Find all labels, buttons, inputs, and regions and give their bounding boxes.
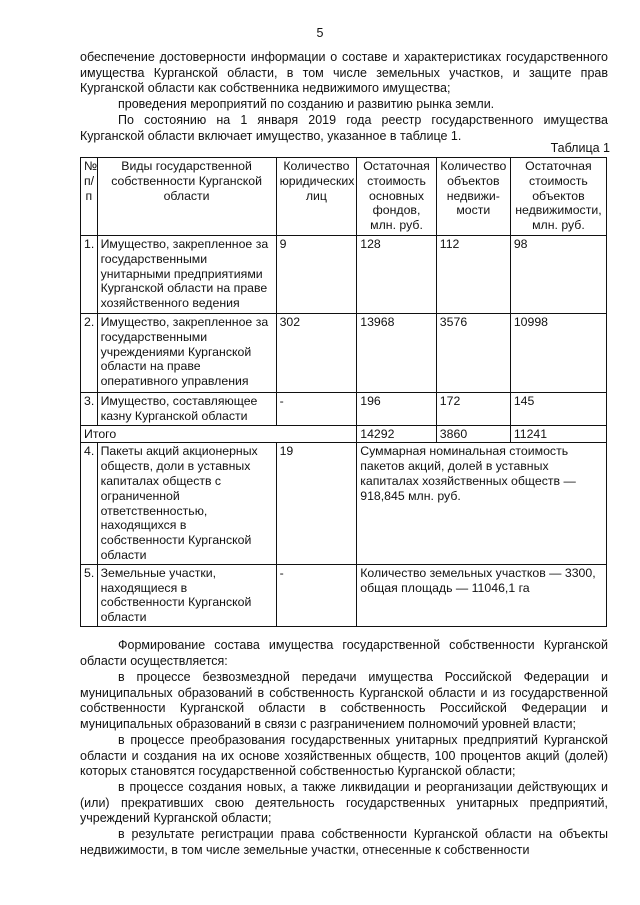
row-num: 2. xyxy=(81,313,98,392)
outro-paragraph-2: в процессе безвозмездной передачи имущества Российской Федерации и муниципальных образований в собственность Курганской области и из государственной собственности Курганской области в собственность Российской Федерации и муниципальных образований в связи с разграничением полномочий уровней власти; xyxy=(80,670,608,731)
row-residual-value: 13968 xyxy=(357,313,437,392)
row-objects: 112 xyxy=(436,235,510,313)
row-kind: Имущество, закрепленное за государственными учреждениями Курганской области на праве оперативного управления xyxy=(97,313,276,392)
row-kind: Имущество, составляющее казну Курганской области xyxy=(97,392,276,425)
header-objects: Количество объектов недвижи-мости xyxy=(436,158,510,236)
row-entities: 19 xyxy=(276,443,357,564)
outro-paragraph-1: Формирование состава имущества государственной собственности Курганской области осуществляется: xyxy=(80,638,608,668)
row-entities: 9 xyxy=(276,235,357,313)
header-kind: Виды государственной собственности Курганской области xyxy=(97,158,276,236)
header-num: № п/п xyxy=(81,158,98,236)
row-entities: - xyxy=(276,392,357,425)
row-num: 1. xyxy=(81,235,98,313)
outro-paragraph-4: в процессе создания новых, а также ликвидации и реорганизации действующих и (или) прекративших свою деятельность государственных унитарных предприятий, учреждений Курганской области; xyxy=(80,780,608,826)
row-num: 4. xyxy=(81,443,98,564)
table-header-row xyxy=(81,158,607,236)
total-residual-realty: 11241 xyxy=(510,425,606,443)
property-table xyxy=(80,157,607,627)
intro-paragraph-1: обеспечение достоверности информации о составе и характеристиках государственного имущества Курганской области, в том числе земельных участков, и защите прав Курганской области как собственника недвижимого имущества; xyxy=(80,50,608,96)
total-label: Итого xyxy=(81,425,357,443)
row-kind: Земельные участки, находящиеся в собственности Курганской области xyxy=(97,564,276,626)
total-objects: 3860 xyxy=(436,425,510,443)
table-row xyxy=(81,564,607,626)
row-num: 3. xyxy=(81,392,98,425)
table-row xyxy=(81,392,607,425)
table-row xyxy=(81,443,607,564)
row-residual-realty: 145 xyxy=(510,392,606,425)
row-objects: 3576 xyxy=(436,313,510,392)
row-residual-realty: 98 xyxy=(510,235,606,313)
intro-paragraph-3: По состоянию на 1 января 2019 года реестр государственного имущества Курганской области включает имущество, указанное в таблице 1. xyxy=(80,113,608,143)
row-num: 5. xyxy=(81,564,98,626)
page-number: 5 xyxy=(316,26,324,40)
row-kind: Пакеты акций акционерных обществ, доли в уставных капиталах обществ с ограниченной ответственностью, находящихся в собственности Курганской области xyxy=(97,443,276,564)
row-entities: 302 xyxy=(276,313,357,392)
header-entities: Количество юридических лиц xyxy=(276,158,357,236)
table-caption: Таблица 1 xyxy=(550,141,610,155)
row-entities: - xyxy=(276,564,357,626)
outro-paragraph-5: в результате регистрации права собственности Курганской области на объекты недвижимости, в том числе земельные участки, отнесенные к собственности xyxy=(80,827,608,857)
header-residual-realty: Остаточная стоимость объектов недвижимости, млн. руб. xyxy=(510,158,606,236)
row-residual-realty: 10998 xyxy=(510,313,606,392)
total-residual-value: 14292 xyxy=(357,425,437,443)
row-objects: 172 xyxy=(436,392,510,425)
row-kind: Имущество, закрепленное за государственными унитарными предприятиями Курганской области на праве хозяйственного ведения xyxy=(97,235,276,313)
intro-paragraph-2: проведения мероприятий по созданию и развитию рынка земли. xyxy=(118,97,495,111)
row-residual-value: 128 xyxy=(357,235,437,313)
outro-paragraph-3: в процессе преобразования государственных унитарных предприятий Курганской области и создания на их основе хозяйственных обществ, 100 процентов акций (долей) которых становятся государственной собственностью Курганской области; xyxy=(80,733,608,779)
header-residual-value: Остаточная стоимость основных фондов, млн. руб. xyxy=(357,158,437,236)
row-note: Количество земельных участков — 3300, общая площадь — 11046,1 га xyxy=(357,564,607,626)
table-row xyxy=(81,235,607,313)
row-residual-value: 196 xyxy=(357,392,437,425)
table-total-row xyxy=(81,425,607,443)
table-row xyxy=(81,313,607,392)
row-note: Суммарная номинальная стоимость пакетов акций, долей в уставных капиталах хозяйственных обществ — 918,845 млн. руб. xyxy=(357,443,607,564)
